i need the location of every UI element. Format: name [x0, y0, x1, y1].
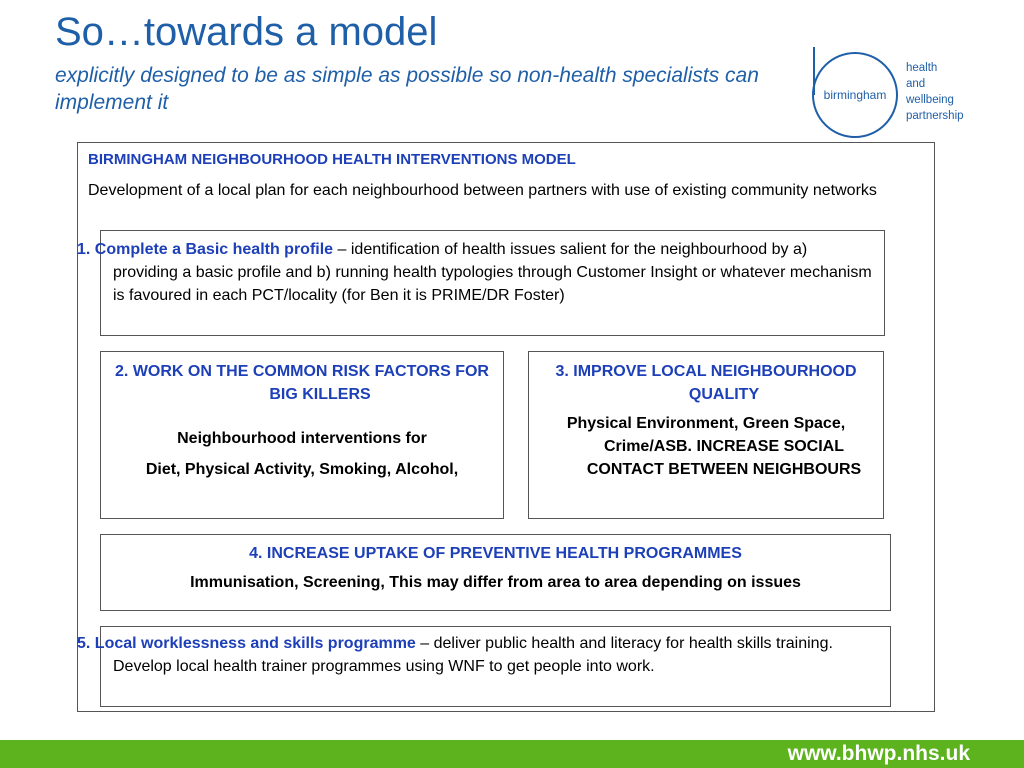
- step5-box: [77, 626, 891, 707]
- step2-line2: Diet, Physical Activity, Smoking, Alcohol,: [145, 461, 459, 478]
- step1-text: – identification of health issues salient for the neighbourhood by a) providing a basic profile and b) running health typologies through Customer Insight or whatever mechanism is favoured in each PCT/locality (for Ben it is PRIME/DR Foster): [113, 241, 872, 304]
- step4-box: [100, 534, 891, 611]
- logo-word: partnership: [906, 110, 964, 122]
- model-title: BIRMINGHAM NEIGHBOURHOOD HEALTH INTERVENTIONS MODEL: [88, 151, 576, 168]
- logo-word: wellbeing: [906, 94, 954, 106]
- step2-heading: 2. WORK ON THE COMMON RISK FACTORS FOR BIG KILLERS: [115, 363, 489, 403]
- step2-box: [100, 351, 504, 519]
- step5-text: – deliver public health and literacy for health skills training. Develop local health trainer programmes using WNF to get people into work.: [113, 635, 833, 675]
- logo-center-word: birmingham: [823, 88, 887, 102]
- logo-word: health: [906, 62, 938, 74]
- step2-line1: Neighbourhood interventions for: [177, 430, 427, 447]
- slide-title: So…towards a model: [55, 10, 438, 54]
- footer-bar: [0, 740, 1024, 768]
- logo-words: [906, 60, 964, 124]
- model-description: Development of a local plan for each neighbourhood between partners with use of existing community networks: [88, 182, 877, 199]
- slide-subtitle: explicitly designed to be as simple as possible so non-health specialists can implement it: [55, 64, 759, 114]
- logo-word: and: [906, 78, 926, 90]
- step3-text: Physical Environment, Green Space, Crime/ASB. INCREASE SOCIAL CONTACT BETWEEN NEIGHBOURS: [566, 415, 862, 478]
- footer-url[interactable]: www.bhwp.nhs.uk: [787, 742, 970, 765]
- step4-text: Immunisation, Screening, This may differ from area to area depending on issues: [190, 574, 801, 591]
- step1-box: [77, 230, 885, 336]
- step3-box: [528, 351, 884, 519]
- step1-heading: 1. Complete a Basic health profile: [77, 241, 334, 258]
- step4-heading: 4. INCREASE UPTAKE OF PREVENTIVE HEALTH PROGRAMMES: [249, 545, 742, 562]
- step5-heading: 5. Local worklessness and skills programme: [77, 635, 416, 652]
- step3-heading: 3. IMPROVE LOCAL NEIGHBOURHOOD QUALITY: [555, 363, 857, 403]
